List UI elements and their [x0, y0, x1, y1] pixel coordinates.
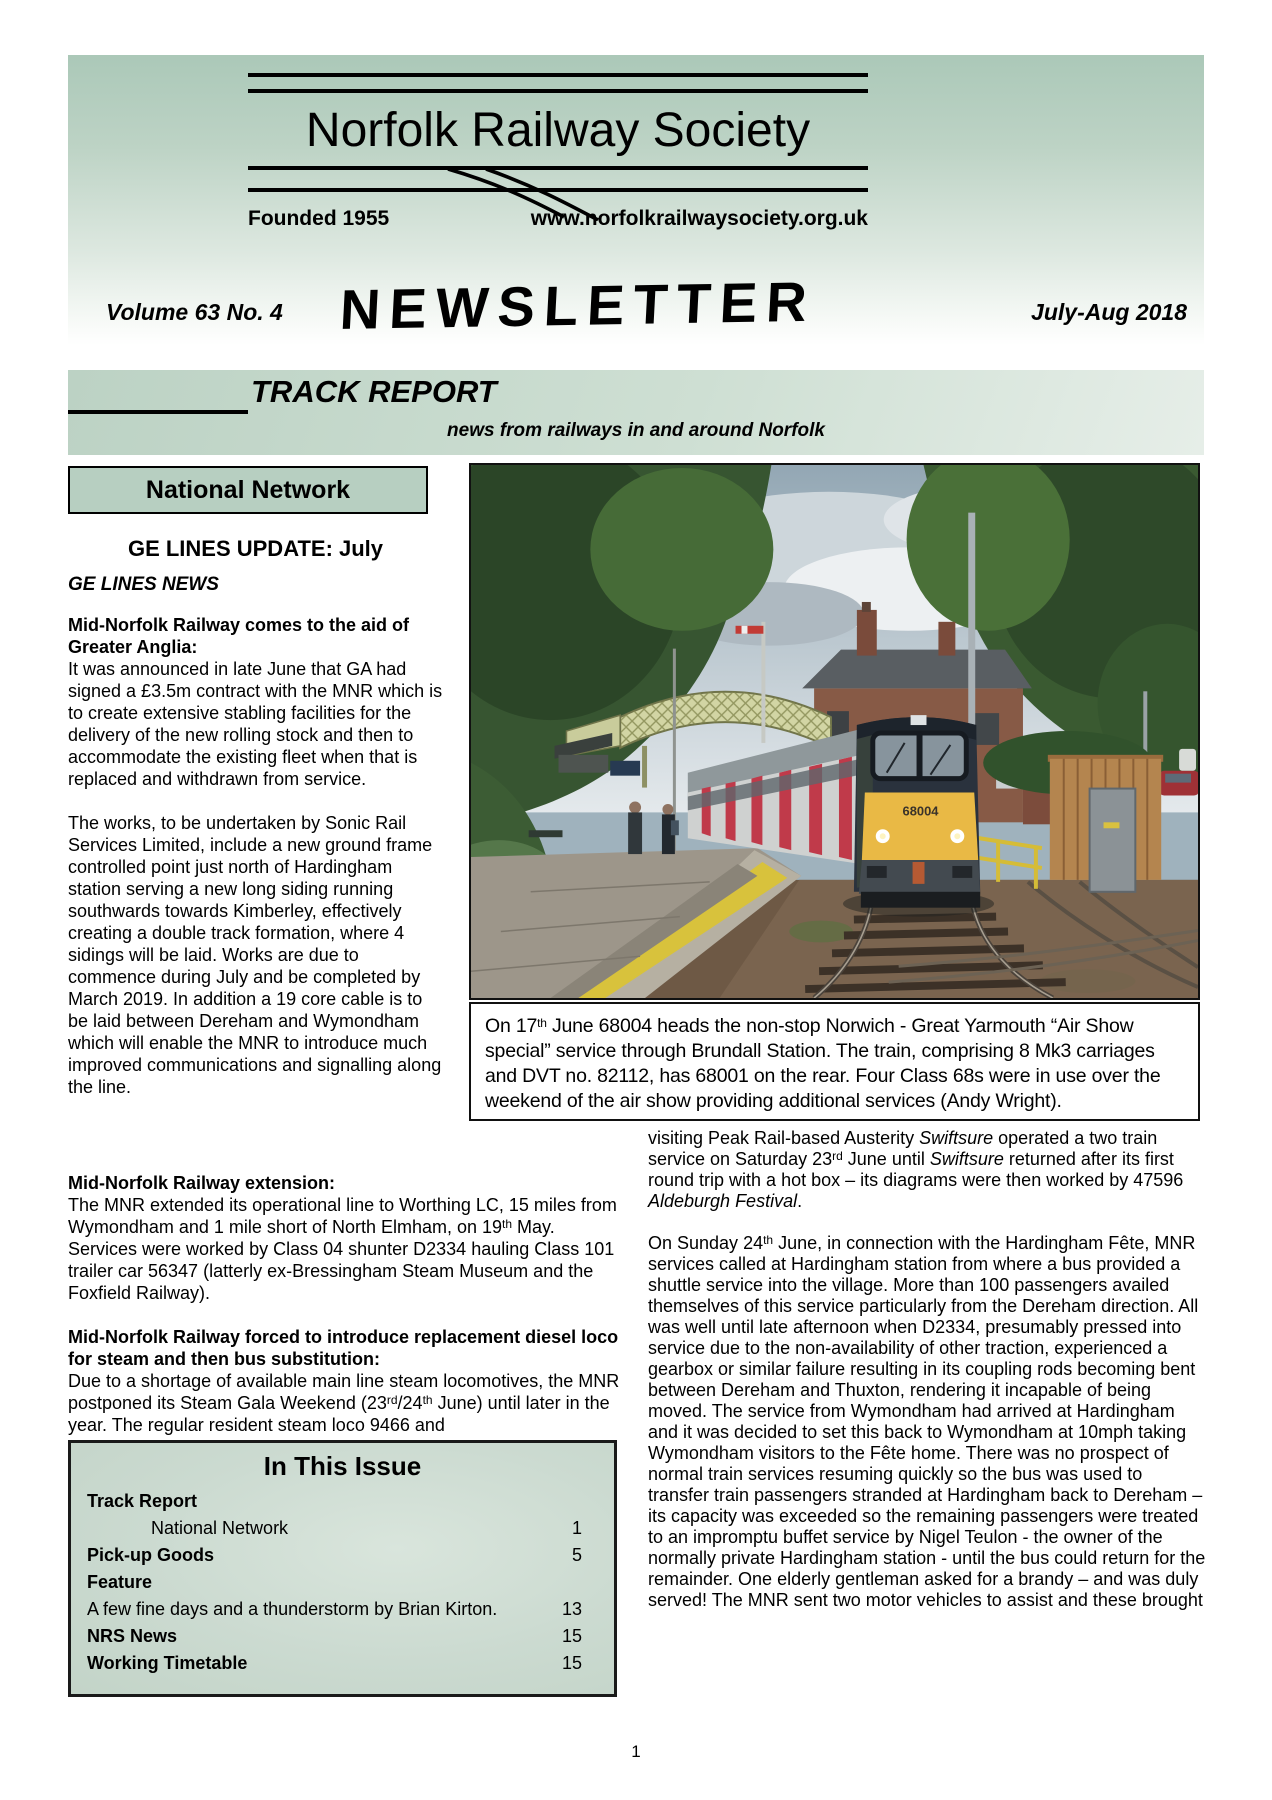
toc-page: 15: [561, 1653, 582, 1673]
header-top-rule-1: [248, 73, 868, 77]
toc-row-nrs-news: [71, 1623, 614, 1650]
story2-title: Mid-Norfolk Railway extension:: [68, 1173, 336, 1193]
right-paragraph-1: visiting Peak Rail-based Austerity Swiftsure operated a two train service on Saturday 23rd June until Swiftsure returned after its first round trip with a hot box – its diagrams were then worked by 47596 Aldeburgh Festival.: [648, 1128, 1184, 1211]
toc-label: National Network: [151, 1518, 289, 1538]
story1-paragraph-2: The works, to be undertaken by Sonic Rail Services Limited, include a new ground frame controlled point just north of Hardingham station serving a new long siding running southwards towards Kimberley, effectively creating a double track formation, where 4 sidings will be laid. Works are due to commence during July and be completed by March 2019. In addition a 19 core cable is to be laid between Dereham and Wymondham which will enable the MNR to introduce much improved communications and signalling along the line.: [68, 813, 442, 1097]
ge-lines-update-heading: GE LINES UPDATE: July: [127, 536, 384, 561]
toc-row-national-network: [71, 1515, 614, 1542]
train-locomotive: [843, 715, 994, 916]
toc-page: 5: [571, 1545, 582, 1565]
right-column: [648, 1128, 1206, 1632]
founded-label: Founded 1955: [248, 207, 390, 230]
story2-paragraph-1: The MNR extended its operational line to Worthing LC, 15 miles from Wymondham and 1 mile short of North Elmham, on 19th May. Services were worked by Class 04 shunter D2334 hauling Class 101 trailer car 56347 (latterly ex-Bressingham Steam Museum and the Foxfield Railway).: [68, 1195, 617, 1303]
station-photo: [469, 463, 1200, 1000]
banner-underscore-line: [68, 410, 248, 414]
toc-row-working-timetable: [71, 1650, 614, 1677]
toc-label: Feature: [87, 1572, 153, 1592]
cabinet-label: [1104, 822, 1120, 828]
loco-number: 68004: [902, 803, 939, 819]
header-top-rule-2: [248, 89, 868, 93]
masthead-row: [68, 269, 1204, 345]
station-sign: [610, 761, 640, 776]
story1-title: Mid-Norfolk Railway comes to the aid of Greater Anglia:: [68, 615, 410, 657]
volume-label: Volume 63 No. 4: [106, 299, 283, 325]
issue-date-label: July-Aug 2018: [1031, 299, 1187, 325]
station-photo-illustration: [471, 465, 1198, 998]
toc-row-feature: [71, 1569, 614, 1596]
newsletter-wordmark: NEWSLETTER: [338, 269, 818, 342]
in-this-issue-box: [68, 1440, 617, 1697]
grass-tuft: [789, 921, 853, 943]
toc-row-track-report: [71, 1488, 614, 1515]
section-box-national-network: [68, 466, 428, 514]
track-report-banner: [68, 370, 1204, 455]
coupler: [913, 862, 925, 884]
toc-page: [536, 1569, 582, 1596]
mid-section: [68, 1172, 623, 1458]
white-tank: [1179, 749, 1196, 771]
story1-paragraph-1: It was announced in late June that GA had signed a £3.5m contract with the MNR which is to create extensive stabling facilities for the delivery of the new rolling stock and then to accommodate the existing fleet when that is replaced and withdrawn from service.: [68, 659, 443, 789]
toc-page: [536, 1488, 582, 1515]
toc-label: A few fine days and a thunderstorm by Brian Kirton.: [87, 1599, 498, 1619]
page-number: 1: [631, 1742, 641, 1761]
toc-page: 15: [561, 1626, 582, 1646]
toc-row-pick-up-goods: [71, 1542, 614, 1569]
society-title: Norfolk Railway Society: [305, 104, 811, 157]
platform-bench: [529, 830, 563, 837]
section-box-label: National Network: [145, 475, 351, 504]
headcode-light: [911, 715, 927, 725]
photo-caption: On 17th June 68004 heads the non-stop Norwich - Great Yarmouth “Air Show special” service through Brundall Station. The train, comprising 8 Mk3 carriages and DVT no. 82112, has 68001 on the rear. Four Class 68s were in use over the weekend of the air show providing additional services (Andy Wright).: [469, 1002, 1200, 1121]
toc-title: In This Issue: [263, 1451, 422, 1481]
website-label: www.norfolkrailwaysociety.org.uk: [530, 207, 868, 230]
toc-page: 1: [571, 1518, 582, 1538]
toc-page: 13: [561, 1599, 582, 1619]
toc-label: Working Timetable: [87, 1653, 248, 1673]
lineside-cabinet: [1090, 789, 1136, 892]
story3-paragraph-1: Due to a shortage of available main line steam locomotives, the MNR postponed its Steam Gala Weekend (23rd/24th June) until later in the year. The regular resident steam loco 9466 and: [68, 1371, 620, 1435]
car-window: [1165, 774, 1191, 783]
header-panel: [68, 55, 1204, 345]
toc-label: Track Report: [87, 1491, 198, 1511]
toc-row-feature-item: [71, 1596, 614, 1623]
toc-label: NRS News: [87, 1626, 178, 1646]
banner-subtitle: news from railways in and around Norfolk: [447, 420, 825, 441]
ge-lines-news-subheading: GE LINES NEWS: [68, 574, 219, 595]
banner-title: TRACK REPORT: [251, 374, 497, 409]
toc-label: Pick-up Goods: [87, 1545, 215, 1565]
story3-title: Mid-Norfolk Railway forced to introduce replacement diesel loco for steam and then bus substitution:: [68, 1327, 619, 1369]
right-paragraph-2: On Sunday 24th June, in connection with the Hardingham Fête, MNR services called at Hardingham station from where a bus provided a shuttle service into the village. More than 100 passengers availed themselves of this service particularly from the Dereham direction. All was well until late afternoon when D2334, presumably pressed into service due to the non-availability of other traction, experienced a gearbox or similar failure resulting in its coupling rods becoming bent between Dereham and Thuxton, rendering it incapable of being moved. The service from Wymondham had arrived at Hardingham and it was decided to set this back to Wymondham at 10mph taking Wymondham visitors to the Fête home. There was no prospect of normal train services resuming quickly so the bus was used to transfer train passengers stranded at Hardingham back to Dereham – its capacity was exceeded so the remaining passengers were treated to an impromptu buffet service by Nigel Teulon - the owner of the normally private Hardingham station - until the bus could return for the remainder. One elderly gentleman asked for a brandy – and was duly served! The MNR sent two motor vehicles to assist and these brought: [648, 1233, 1206, 1610]
left-column: [68, 538, 443, 1120]
